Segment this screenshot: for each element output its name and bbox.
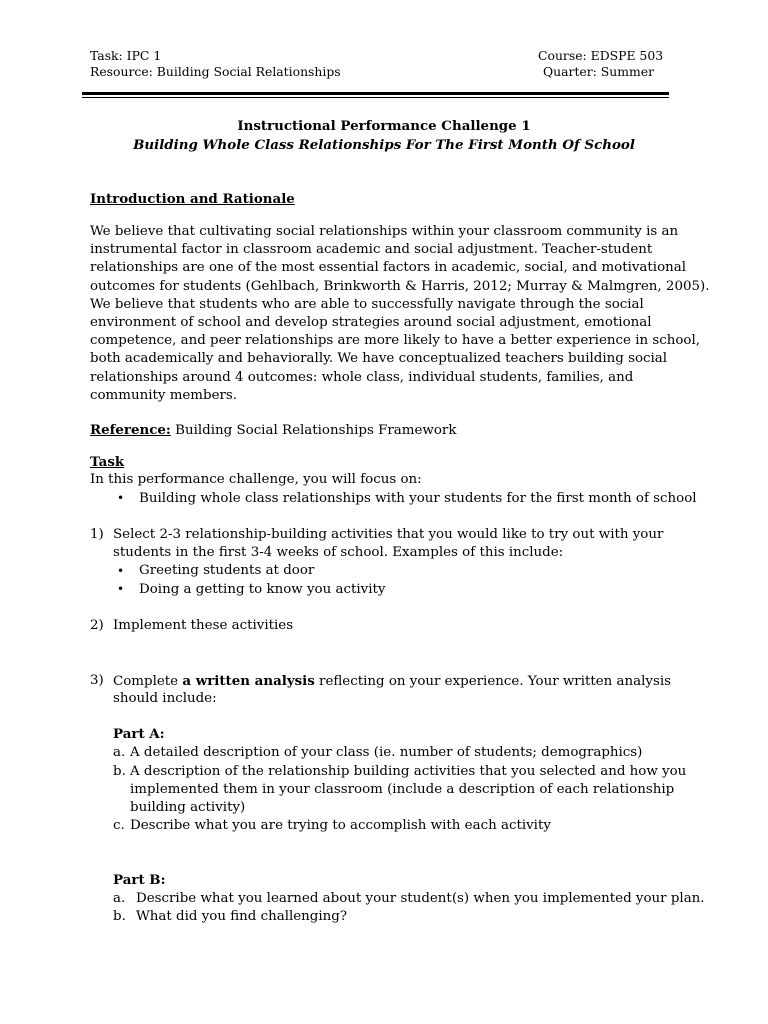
part-a-letter: a. (113, 745, 126, 760)
part-a-item: building activity) (130, 800, 246, 815)
task-heading: Task (90, 454, 125, 470)
header-divider-thin (82, 97, 669, 98)
intro-line: competence, and peer relationships are more likely to have a better experience in school, (90, 333, 701, 349)
step-3-pre: Complete (113, 674, 183, 689)
step-1-number: 1) (90, 527, 104, 542)
bullet-icon: • (117, 582, 125, 596)
intro-line: relationships are one of the most essential factors in academic, social, and motivational (90, 260, 687, 276)
part-a-letter: b. (113, 764, 126, 779)
part-a-item: Describe what you are trying to accomplish with each activity (130, 818, 551, 833)
intro-line: We believe that students who are able to successfully navigate through the social (90, 296, 644, 312)
step-3-line1 (113, 672, 671, 691)
step-2-text: Implement these activities (113, 618, 294, 633)
reference-label: Reference: (90, 422, 171, 438)
step-2-number: 2) (90, 618, 104, 633)
part-a-heading: Part A: (113, 726, 165, 742)
step-1-line1: Select 2-3 relationship-building activities that you would like to try out with your (113, 527, 664, 542)
part-b-heading: Part B: (113, 872, 166, 888)
bullet-icon: • (117, 491, 125, 505)
step-1-example: Greeting students at door (139, 563, 315, 578)
part-b-letter: b. (113, 909, 126, 924)
part-a-letter: c. (113, 818, 125, 833)
intro-line: instrumental factor in classroom academic and social adjustment. Teacher-student (90, 242, 653, 258)
bullet-icon: • (117, 564, 125, 578)
task-intro: In this performance challenge, you will focus on: (90, 472, 422, 487)
reference-line (90, 421, 456, 440)
part-b-letter: a. (113, 891, 126, 906)
part-a-item: implemented them in your classroom (include a description of each relationship (130, 782, 675, 797)
header-divider-thick (82, 92, 669, 95)
intro-heading: Introduction and Rationale (90, 191, 295, 207)
part-b-item: What did you find challenging? (136, 909, 348, 924)
step-3-post: reflecting on your experience. Your written analysis (314, 674, 672, 689)
header-course: Course: EDSPE 503 (538, 48, 664, 63)
document-title: Instructional Performance Challenge 1 (237, 118, 531, 134)
reference-text: Building Social Relationships Framework (170, 423, 457, 438)
intro-line: community members. (90, 387, 238, 403)
step-3-bold: a written analysis (182, 673, 315, 689)
intro-line: We believe that cultivating social relationships within your classroom community is an (90, 224, 679, 239)
document-subtitle: Building Whole Class Relationships For The First Month Of School (133, 137, 635, 153)
part-b-item: Describe what you learned about your student(s) when you implemented your plan. (136, 891, 705, 906)
intro-paragraph (90, 223, 710, 405)
step-3-line2: should include: (113, 691, 217, 706)
intro-line: relationships around 4 outcomes: whole class, individual students, families, and (90, 369, 634, 385)
step-3-number: 3) (90, 673, 104, 688)
header-task: Task: IPC 1 (90, 48, 162, 63)
step-1-line2: students in the first 3-4 weeks of school. Examples of this include: (113, 545, 564, 560)
part-a-item: A detailed description of your class (ie. number of students; demographics) (130, 745, 643, 760)
intro-line: outcomes for students (Gehlbach, Brinkworth & Harris, 2012; Murray & Malmgren, 2005). (90, 278, 710, 294)
header-resource: Resource: Building Social Relationships (90, 64, 341, 79)
part-a-item: A description of the relationship building activities that you selected and how you (130, 764, 687, 779)
step-1-example: Doing a getting to know you activity (139, 582, 386, 597)
header-quarter: Quarter: Summer (543, 64, 655, 79)
intro-line: environment of school and develop strategies around social adjustment, emotional (90, 315, 652, 331)
task-focus-bullet: Building whole class relationships with your students for the first month of school (139, 491, 697, 506)
intro-line: both academically and behaviorally. We have conceptualized teachers building social (90, 351, 668, 367)
